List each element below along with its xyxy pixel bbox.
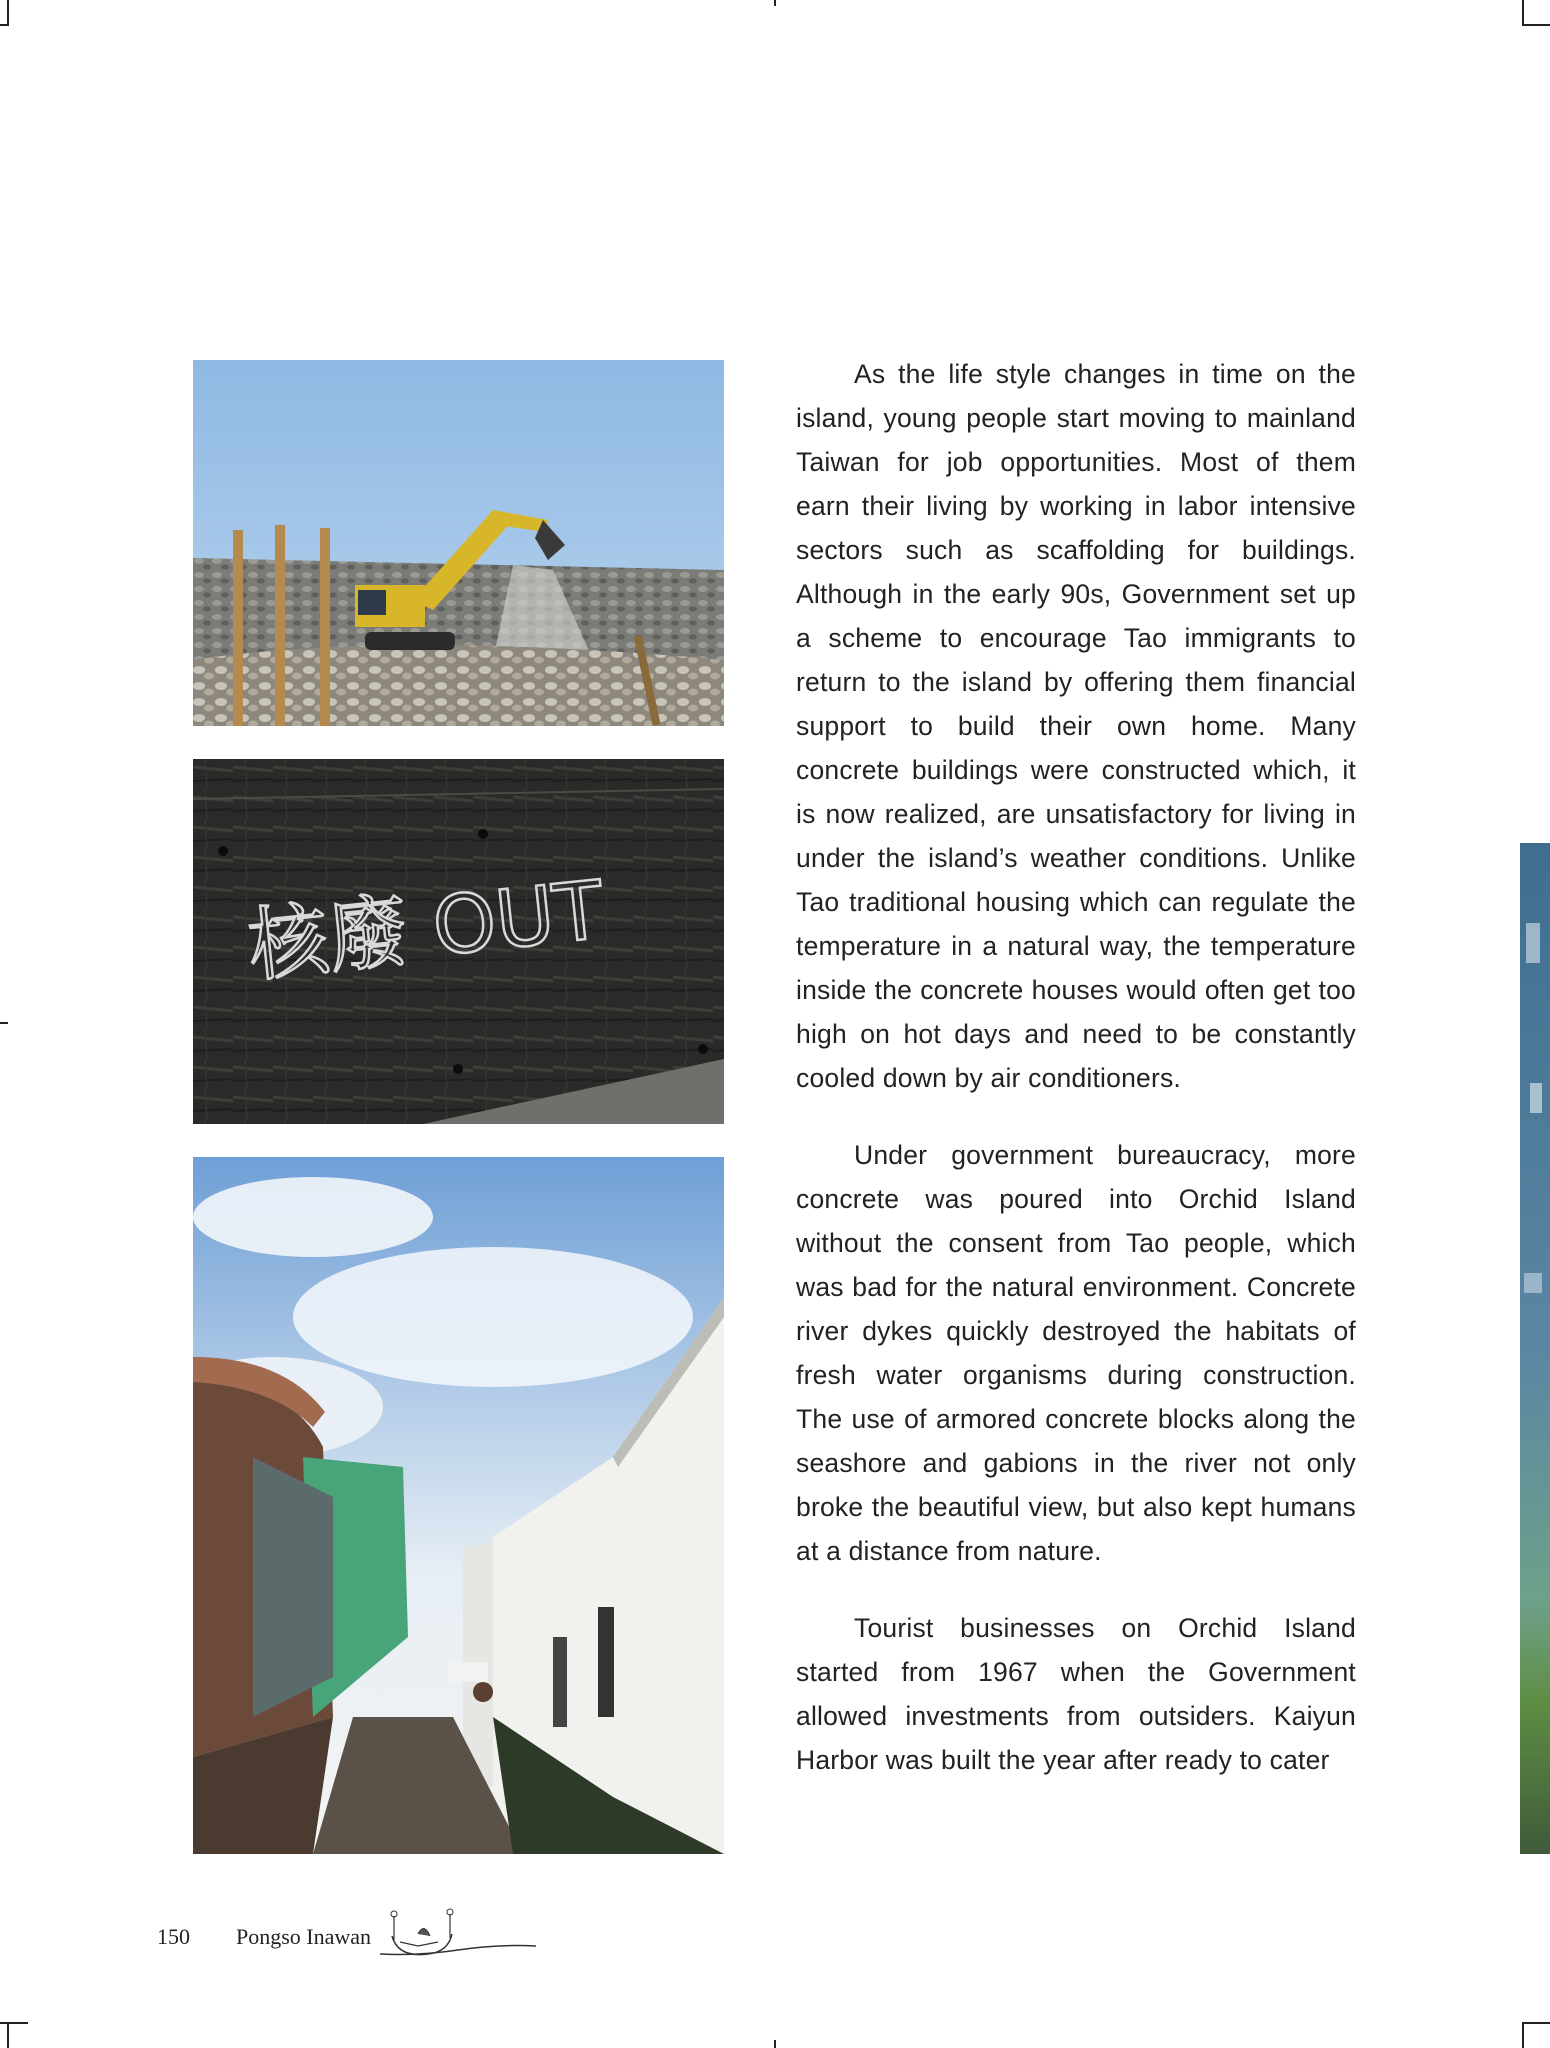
crop-mark-bottom-left-h: [0, 2022, 28, 2024]
graffiti-text: 核廢 OUT: [243, 863, 608, 994]
crop-mark-bottom-left-v: [7, 2022, 9, 2048]
crop-mark-bottom-right-h: [1522, 2022, 1550, 2024]
photo-excavator-seawall: [193, 360, 724, 726]
crop-mark-bottom-right-v: [1522, 2022, 1524, 2048]
paragraph-2: Under government bureaucracy, more concrete was poured into Orchid Island without the consent from Tao people, which was bad for the natural environment. Concrete river dykes quickly destroyed the habitats of fresh water organisms during construction. The use of armored concrete blocks along the seashore and gabions in the river not only broke the beautiful view, but also kept humans at a distance from nature.: [796, 1140, 1356, 1566]
crop-mark-top-right-v: [1522, 0, 1524, 26]
paragraph-1: As the life style changes in time on the island, young people start moving to mainland Taiwan for job opportunities. Most of them earn their living by working in labor intensive sectors such as scaffolding for buildings. Although in the early 90s, Government set up a scheme to encourage Tao immigrants to return to the island by offering them financial support to build their own home. Many concrete buildings were constructed which, it is now realized, are unsatisfactory for living in under the island’s weather conditions. Unlike Tao traditional housing which can regulate the temperature in a natural way, the temperature inside the concrete houses would often get too high on hot days and need to be constantly cooled down by air conditioners.: [796, 359, 1356, 1093]
crop-mark-top-right-h: [1522, 24, 1550, 26]
photo-village-alley: [193, 1157, 724, 1854]
page-number: 150: [157, 1924, 190, 1949]
book-title: Pongso Inawan: [236, 1924, 372, 1949]
paragraph-3: Tourist businesses on Orchid Island started from 1967 when the Government allowed investments from outsiders. Kaiyun Harbor was built the year after ready to cater: [796, 1613, 1356, 1775]
edge-photo-coast: [1520, 843, 1550, 1854]
crop-mark-left-center: [0, 1022, 8, 1024]
body-text-column: [796, 352, 1356, 1815]
crop-mark-bottom-center: [774, 2040, 776, 2048]
crop-mark-top-center: [774, 0, 776, 6]
crop-mark-top-left-h: [0, 24, 9, 26]
canoe-logo-icon: [378, 1906, 538, 1962]
photo-graffiti-wall: [193, 759, 724, 1124]
crop-mark-top-left-v: [7, 0, 9, 26]
